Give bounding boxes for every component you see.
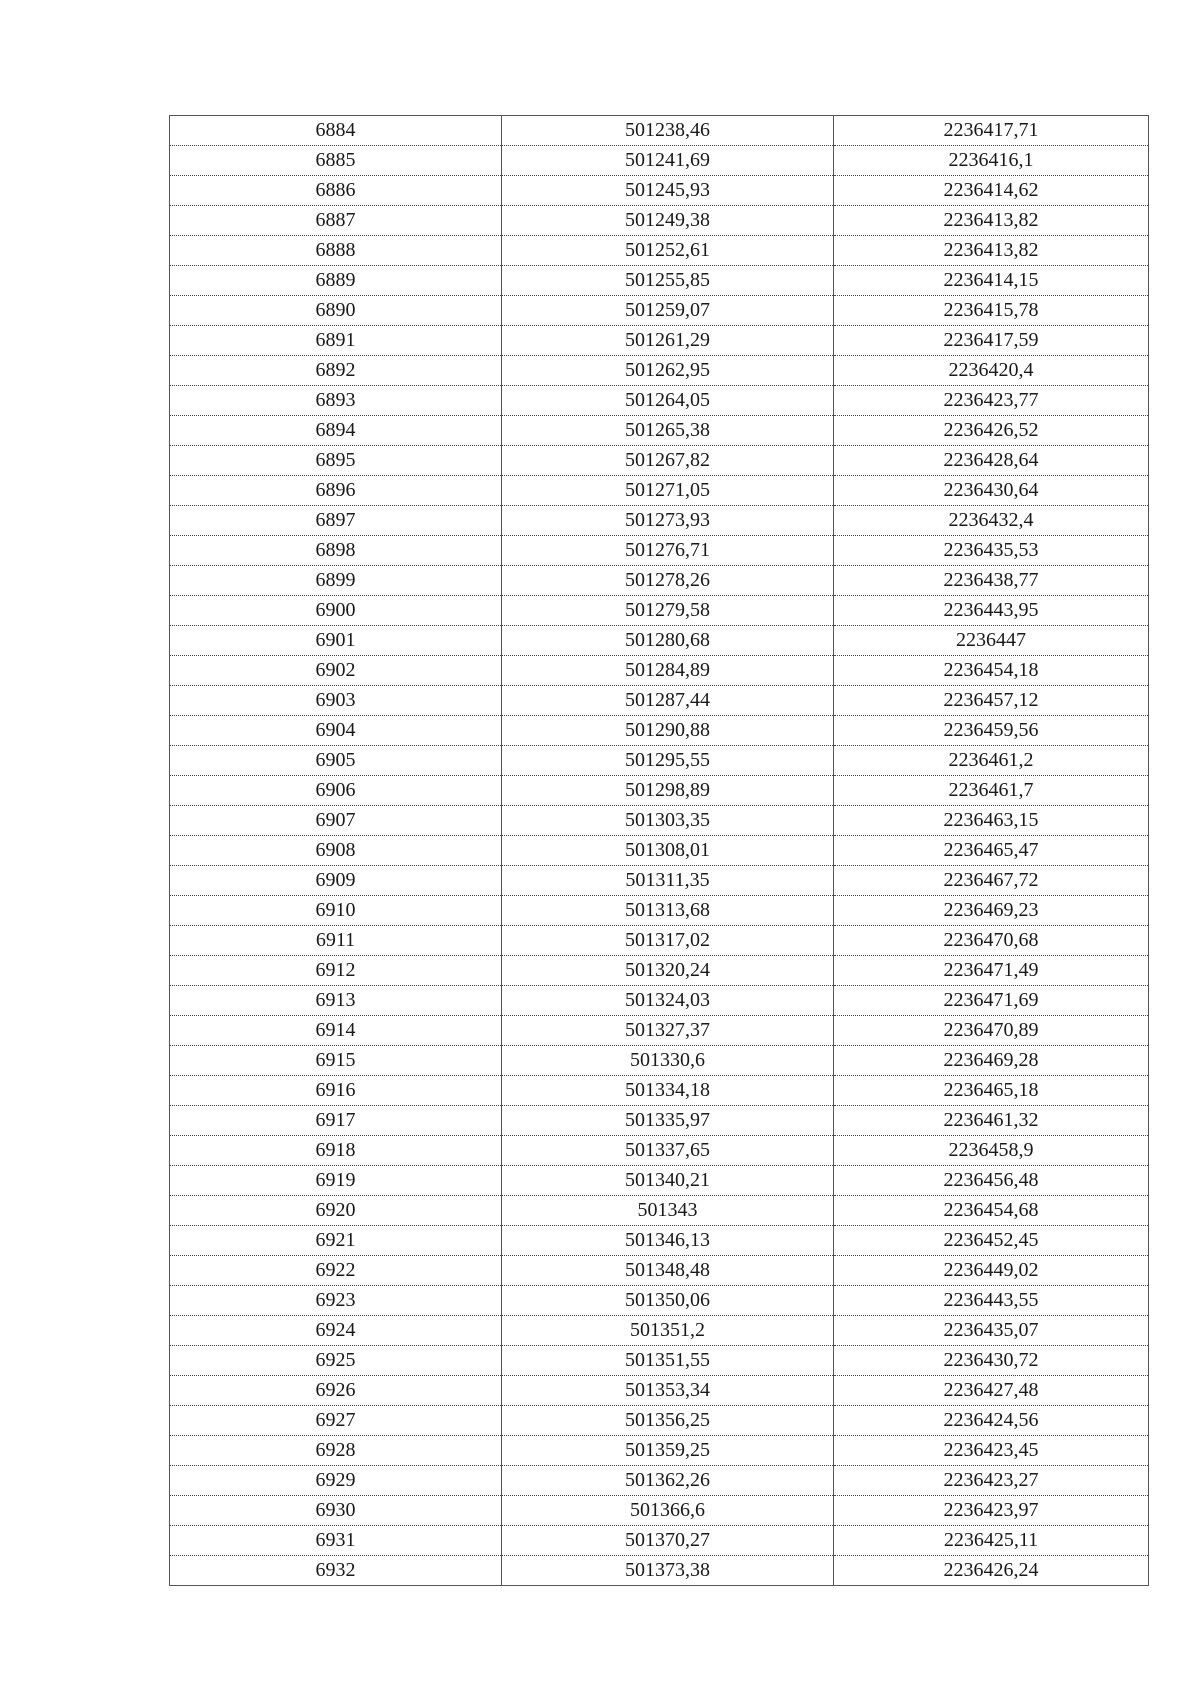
y-coordinate-cell: 2236447 <box>834 626 1149 656</box>
y-coordinate-cell: 2236427,48 <box>834 1376 1149 1406</box>
y-coordinate-cell: 2236457,12 <box>834 686 1149 716</box>
x-coordinate-cell: 501340,21 <box>502 1166 834 1196</box>
point-number-cell: 6918 <box>170 1136 502 1166</box>
x-coordinate-cell: 501353,34 <box>502 1376 834 1406</box>
y-coordinate-cell: 2236428,64 <box>834 446 1149 476</box>
point-number-cell: 6893 <box>170 386 502 416</box>
x-coordinate-cell: 501356,25 <box>502 1406 834 1436</box>
point-number-cell: 6894 <box>170 416 502 446</box>
table-row <box>170 1196 1149 1226</box>
point-number-cell: 6898 <box>170 536 502 566</box>
y-coordinate-cell: 2236471,69 <box>834 986 1149 1016</box>
x-coordinate-cell: 501311,35 <box>502 866 834 896</box>
y-coordinate-cell: 2236454,68 <box>834 1196 1149 1226</box>
x-coordinate-cell: 501249,38 <box>502 206 834 236</box>
table-row <box>170 1316 1149 1346</box>
point-number-cell: 6889 <box>170 266 502 296</box>
table-row <box>170 1376 1149 1406</box>
point-number-cell: 6917 <box>170 1106 502 1136</box>
x-coordinate-cell: 501346,13 <box>502 1226 834 1256</box>
y-coordinate-cell: 2236454,18 <box>834 656 1149 686</box>
x-coordinate-cell: 501264,05 <box>502 386 834 416</box>
x-coordinate-cell: 501284,89 <box>502 656 834 686</box>
table-row <box>170 1166 1149 1196</box>
point-number-cell: 6928 <box>170 1436 502 1466</box>
x-coordinate-cell: 501359,25 <box>502 1436 834 1466</box>
y-coordinate-cell: 2236435,07 <box>834 1316 1149 1346</box>
table-row <box>170 1556 1149 1586</box>
table-row <box>170 896 1149 926</box>
x-coordinate-cell: 501351,55 <box>502 1346 834 1376</box>
table-row <box>170 1076 1149 1106</box>
x-coordinate-cell: 501303,35 <box>502 806 834 836</box>
y-coordinate-cell: 2236443,95 <box>834 596 1149 626</box>
x-coordinate-cell: 501259,07 <box>502 296 834 326</box>
x-coordinate-cell: 501362,26 <box>502 1466 834 1496</box>
y-coordinate-cell: 2236424,56 <box>834 1406 1149 1436</box>
x-coordinate-cell: 501287,44 <box>502 686 834 716</box>
point-number-cell: 6903 <box>170 686 502 716</box>
point-number-cell: 6886 <box>170 176 502 206</box>
table-row <box>170 656 1149 686</box>
x-coordinate-cell: 501255,85 <box>502 266 834 296</box>
y-coordinate-cell: 2236471,49 <box>834 956 1149 986</box>
x-coordinate-cell: 501330,6 <box>502 1046 834 1076</box>
table-row <box>170 956 1149 986</box>
point-number-cell: 6910 <box>170 896 502 926</box>
y-coordinate-cell: 2236426,52 <box>834 416 1149 446</box>
point-number-cell: 6896 <box>170 476 502 506</box>
y-coordinate-cell: 2236414,15 <box>834 266 1149 296</box>
table-row <box>170 386 1149 416</box>
y-coordinate-cell: 2236465,18 <box>834 1076 1149 1106</box>
table-row <box>170 836 1149 866</box>
y-coordinate-cell: 2236470,68 <box>834 926 1149 956</box>
table-row <box>170 1496 1149 1526</box>
y-coordinate-cell: 2236414,62 <box>834 176 1149 206</box>
point-number-cell: 6905 <box>170 746 502 776</box>
x-coordinate-cell: 501313,68 <box>502 896 834 926</box>
table-row <box>170 176 1149 206</box>
point-number-cell: 6922 <box>170 1256 502 1286</box>
y-coordinate-cell: 2236461,2 <box>834 746 1149 776</box>
x-coordinate-cell: 501261,29 <box>502 326 834 356</box>
point-number-cell: 6887 <box>170 206 502 236</box>
point-number-cell: 6927 <box>170 1406 502 1436</box>
x-coordinate-cell: 501273,93 <box>502 506 834 536</box>
point-number-cell: 6919 <box>170 1166 502 1196</box>
table-row <box>170 446 1149 476</box>
table-row <box>170 326 1149 356</box>
table-row <box>170 356 1149 386</box>
y-coordinate-cell: 2236413,82 <box>834 236 1149 266</box>
x-coordinate-cell: 501348,48 <box>502 1256 834 1286</box>
y-coordinate-cell: 2236458,9 <box>834 1136 1149 1166</box>
point-number-cell: 6916 <box>170 1076 502 1106</box>
table-row <box>170 206 1149 236</box>
point-number-cell: 6900 <box>170 596 502 626</box>
point-number-cell: 6885 <box>170 146 502 176</box>
y-coordinate-cell: 2236417,59 <box>834 326 1149 356</box>
table-row <box>170 806 1149 836</box>
x-coordinate-cell: 501279,58 <box>502 596 834 626</box>
point-number-cell: 6895 <box>170 446 502 476</box>
table-row <box>170 536 1149 566</box>
y-coordinate-cell: 2236452,45 <box>834 1226 1149 1256</box>
table-row <box>170 1286 1149 1316</box>
point-number-cell: 6907 <box>170 806 502 836</box>
point-number-cell: 6901 <box>170 626 502 656</box>
table-row <box>170 506 1149 536</box>
y-coordinate-cell: 2236430,72 <box>834 1346 1149 1376</box>
x-coordinate-cell: 501267,82 <box>502 446 834 476</box>
point-number-cell: 6908 <box>170 836 502 866</box>
point-number-cell: 6925 <box>170 1346 502 1376</box>
x-coordinate-cell: 501271,05 <box>502 476 834 506</box>
y-coordinate-cell: 2236443,55 <box>834 1286 1149 1316</box>
point-number-cell: 6904 <box>170 716 502 746</box>
x-coordinate-cell: 501290,88 <box>502 716 834 746</box>
point-number-cell: 6897 <box>170 506 502 536</box>
point-number-cell: 6913 <box>170 986 502 1016</box>
x-coordinate-cell: 501351,2 <box>502 1316 834 1346</box>
x-coordinate-cell: 501324,03 <box>502 986 834 1016</box>
table-row <box>170 146 1149 176</box>
table-row <box>170 1466 1149 1496</box>
y-coordinate-cell: 2236467,72 <box>834 866 1149 896</box>
table-row <box>170 476 1149 506</box>
point-number-cell: 6914 <box>170 1016 502 1046</box>
x-coordinate-cell: 501238,46 <box>502 116 834 146</box>
table-row <box>170 1046 1149 1076</box>
table-row <box>170 566 1149 596</box>
y-coordinate-cell: 2236425,11 <box>834 1526 1149 1556</box>
y-coordinate-cell: 2236415,78 <box>834 296 1149 326</box>
x-coordinate-cell: 501317,02 <box>502 926 834 956</box>
point-number-cell: 6899 <box>170 566 502 596</box>
table-row <box>170 776 1149 806</box>
y-coordinate-cell: 2236413,82 <box>834 206 1149 236</box>
table-row <box>170 986 1149 1016</box>
table-row <box>170 1436 1149 1466</box>
x-coordinate-cell: 501295,55 <box>502 746 834 776</box>
table-row <box>170 1346 1149 1376</box>
point-number-cell: 6906 <box>170 776 502 806</box>
point-number-cell: 6912 <box>170 956 502 986</box>
x-coordinate-cell: 501241,69 <box>502 146 834 176</box>
x-coordinate-cell: 501337,65 <box>502 1136 834 1166</box>
table-row <box>170 236 1149 266</box>
point-number-cell: 6890 <box>170 296 502 326</box>
y-coordinate-cell: 2236417,71 <box>834 116 1149 146</box>
coordinates-table-body <box>170 116 1149 1586</box>
x-coordinate-cell: 501370,27 <box>502 1526 834 1556</box>
x-coordinate-cell: 501280,68 <box>502 626 834 656</box>
x-coordinate-cell: 501276,71 <box>502 536 834 566</box>
y-coordinate-cell: 2236438,77 <box>834 566 1149 596</box>
point-number-cell: 6884 <box>170 116 502 146</box>
x-coordinate-cell: 501308,01 <box>502 836 834 866</box>
x-coordinate-cell: 501366,6 <box>502 1496 834 1526</box>
y-coordinate-cell: 2236423,97 <box>834 1496 1149 1526</box>
y-coordinate-cell: 2236463,15 <box>834 806 1149 836</box>
point-number-cell: 6902 <box>170 656 502 686</box>
x-coordinate-cell: 501262,95 <box>502 356 834 386</box>
table-row <box>170 596 1149 626</box>
point-number-cell: 6888 <box>170 236 502 266</box>
x-coordinate-cell: 501252,61 <box>502 236 834 266</box>
y-coordinate-cell: 2236423,77 <box>834 386 1149 416</box>
y-coordinate-cell: 2236432,4 <box>834 506 1149 536</box>
table-row <box>170 1136 1149 1166</box>
x-coordinate-cell: 501334,18 <box>502 1076 834 1106</box>
point-number-cell: 6924 <box>170 1316 502 1346</box>
y-coordinate-cell: 2236461,7 <box>834 776 1149 806</box>
point-number-cell: 6892 <box>170 356 502 386</box>
x-coordinate-cell: 501335,97 <box>502 1106 834 1136</box>
y-coordinate-cell: 2236435,53 <box>834 536 1149 566</box>
table-row <box>170 686 1149 716</box>
y-coordinate-cell: 2236469,28 <box>834 1046 1149 1076</box>
y-coordinate-cell: 2236423,45 <box>834 1436 1149 1466</box>
point-number-cell: 6929 <box>170 1466 502 1496</box>
table-row <box>170 1256 1149 1286</box>
point-number-cell: 6932 <box>170 1556 502 1586</box>
coordinates-table <box>169 115 1149 1586</box>
x-coordinate-cell: 501320,24 <box>502 956 834 986</box>
y-coordinate-cell: 2236456,48 <box>834 1166 1149 1196</box>
table-row <box>170 416 1149 446</box>
x-coordinate-cell: 501343 <box>502 1196 834 1226</box>
table-row <box>170 746 1149 776</box>
x-coordinate-cell: 501278,26 <box>502 566 834 596</box>
y-coordinate-cell: 2236426,24 <box>834 1556 1149 1586</box>
y-coordinate-cell: 2236470,89 <box>834 1016 1149 1046</box>
table-row <box>170 296 1149 326</box>
y-coordinate-cell: 2236416,1 <box>834 146 1149 176</box>
table-row <box>170 716 1149 746</box>
x-coordinate-cell: 501265,38 <box>502 416 834 446</box>
point-number-cell: 6911 <box>170 926 502 956</box>
point-number-cell: 6926 <box>170 1376 502 1406</box>
x-coordinate-cell: 501298,89 <box>502 776 834 806</box>
point-number-cell: 6915 <box>170 1046 502 1076</box>
y-coordinate-cell: 2236469,23 <box>834 896 1149 926</box>
table-row <box>170 1526 1149 1556</box>
table-row <box>170 1406 1149 1436</box>
y-coordinate-cell: 2236461,32 <box>834 1106 1149 1136</box>
x-coordinate-cell: 501327,37 <box>502 1016 834 1046</box>
y-coordinate-cell: 2236430,64 <box>834 476 1149 506</box>
y-coordinate-cell: 2236449,02 <box>834 1256 1149 1286</box>
table-row <box>170 866 1149 896</box>
table-row <box>170 926 1149 956</box>
x-coordinate-cell: 501373,38 <box>502 1556 834 1586</box>
y-coordinate-cell: 2236423,27 <box>834 1466 1149 1496</box>
table-row <box>170 266 1149 296</box>
table-row <box>170 116 1149 146</box>
y-coordinate-cell: 2236465,47 <box>834 836 1149 866</box>
x-coordinate-cell: 501350,06 <box>502 1286 834 1316</box>
y-coordinate-cell: 2236459,56 <box>834 716 1149 746</box>
table-row <box>170 1106 1149 1136</box>
point-number-cell: 6909 <box>170 866 502 896</box>
point-number-cell: 6921 <box>170 1226 502 1256</box>
table-row <box>170 1016 1149 1046</box>
point-number-cell: 6923 <box>170 1286 502 1316</box>
y-coordinate-cell: 2236420,4 <box>834 356 1149 386</box>
point-number-cell: 6931 <box>170 1526 502 1556</box>
point-number-cell: 6930 <box>170 1496 502 1526</box>
table-row <box>170 626 1149 656</box>
x-coordinate-cell: 501245,93 <box>502 176 834 206</box>
table-row <box>170 1226 1149 1256</box>
point-number-cell: 6920 <box>170 1196 502 1226</box>
point-number-cell: 6891 <box>170 326 502 356</box>
